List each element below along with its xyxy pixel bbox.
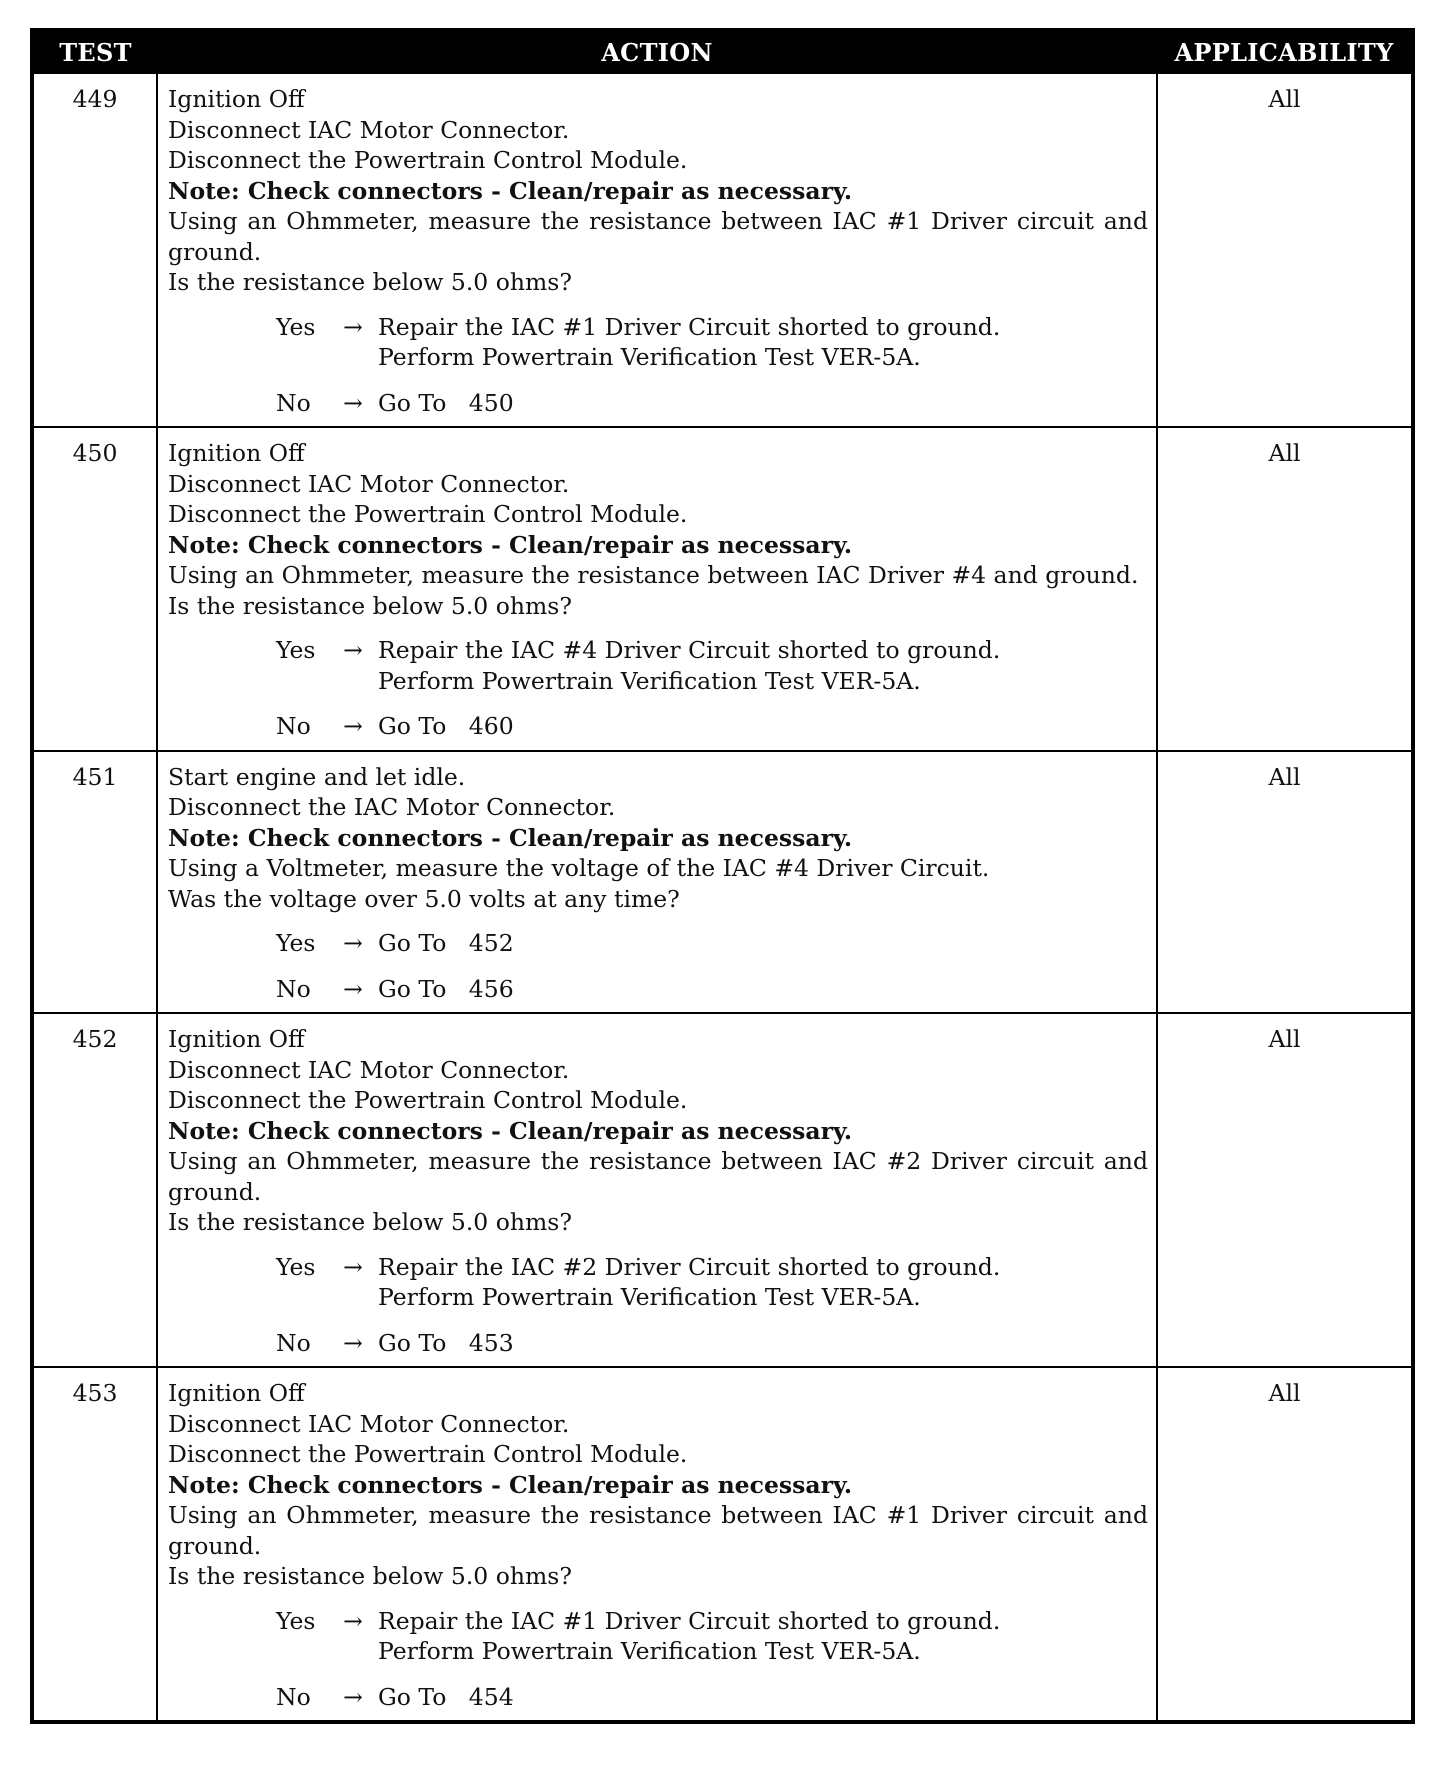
action-step: Disconnect IAC Motor Connector. [168, 1055, 570, 1084]
action-step: Using an Ohmmeter, measure the resistance between IAC Driver #4 and ground. [168, 561, 1139, 589]
table-row [32, 751, 1413, 1014]
table-row [32, 1013, 1413, 1367]
applicability-cell: All [1157, 73, 1413, 427]
yes-outcome [276, 1606, 1148, 1667]
yes-result-line: Repair the IAC #2 Driver Circuit shorted to ground. [378, 1252, 1001, 1281]
no-result: Go To 454 [378, 1682, 514, 1711]
yes-result [378, 635, 1148, 696]
header-action: ACTION [157, 30, 1157, 73]
action-cell [157, 427, 1157, 751]
yes-outcome [276, 928, 1148, 959]
yes-label: Yes [276, 929, 316, 957]
no-result: Go To 453 [378, 1328, 514, 1357]
no-outcome [276, 974, 1148, 1005]
yes-outcome [276, 1252, 1148, 1313]
arrow-icon: → [343, 1682, 363, 1711]
yes-result [378, 312, 1148, 373]
no-outcome [276, 1682, 1148, 1713]
question-step: Was the voltage over 5.0 volts at any time? [168, 884, 680, 913]
no-result: Go To 450 [378, 388, 514, 417]
question-step: Is the resistance below 5.0 ohms? [168, 268, 572, 296]
yes-outcome [276, 312, 1148, 373]
no-label: No [276, 388, 311, 417]
yes-result-line: Go To 452 [378, 929, 514, 957]
action-step: Disconnect IAC Motor Connector. [168, 469, 570, 498]
arrow-icon: → [343, 636, 363, 664]
no-label: No [276, 974, 311, 1003]
action-cell [157, 73, 1157, 427]
yes-label: Yes [276, 1606, 316, 1635]
action-step: Using an Ohmmeter, measure the resistance between IAC #1 Driver circuit and ground. [168, 207, 1148, 266]
action-step: Disconnect the Powertrain Control Module. [168, 1440, 688, 1468]
yes-result-line: Perform Powertrain Verification Test VER-5A. [378, 1637, 921, 1665]
applicability-cell: All [1157, 1367, 1413, 1722]
test-number: 450 [32, 427, 157, 751]
note-step: Note: Check connectors - Clean/repair as necessary. [168, 1470, 853, 1499]
question-step: Is the resistance below 5.0 ohms? [168, 1208, 572, 1236]
applicability-cell: All [1157, 1013, 1413, 1367]
no-label: No [276, 1328, 311, 1357]
yes-result-line: Perform Powertrain Verification Test VER-5A. [378, 1283, 921, 1311]
test-number: 449 [32, 73, 157, 427]
action-cell [157, 751, 1157, 1014]
question-step: Is the resistance below 5.0 ohms? [168, 1562, 572, 1590]
arrow-icon: → [343, 974, 363, 1003]
note-step: Note: Check connectors - Clean/repair as necessary. [168, 1116, 853, 1145]
arrow-icon: → [343, 388, 363, 417]
diagnostic-test-table [30, 28, 1415, 1724]
outcomes [168, 312, 1148, 419]
action-cell [157, 1367, 1157, 1722]
no-result: Go To 456 [378, 974, 514, 1003]
arrow-icon: → [343, 712, 363, 740]
applicability-cell: All [1157, 751, 1413, 1014]
outcomes [168, 928, 1148, 1004]
yes-result [378, 928, 1148, 959]
arrow-icon: → [343, 312, 363, 341]
table-header-row [32, 30, 1413, 73]
applicability-cell: All [1157, 427, 1413, 751]
yes-result-line: Repair the IAC #1 Driver Circuit shorted to ground. [378, 1606, 1001, 1635]
yes-label: Yes [276, 636, 316, 664]
header-applicability: APPLICABILITY [1157, 30, 1413, 73]
action-step: Ignition Off [168, 85, 305, 113]
arrow-icon: → [343, 1606, 363, 1635]
yes-label: Yes [276, 1252, 316, 1281]
note-step: Note: Check connectors - Clean/repair as necessary. [168, 530, 853, 559]
action-step: Disconnect IAC Motor Connector. [168, 1409, 570, 1438]
action-step: Ignition Off [168, 1379, 305, 1407]
header-test: TEST [32, 30, 157, 73]
action-step: Disconnect the Powertrain Control Module. [168, 146, 688, 174]
action-step: Disconnect the Powertrain Control Module. [168, 1086, 688, 1114]
yes-result-line: Repair the IAC #1 Driver Circuit shorted to ground. [378, 312, 1001, 341]
outcomes [168, 635, 1148, 742]
table-row [32, 1367, 1413, 1722]
action-cell [157, 1013, 1157, 1367]
action-step: Using a Voltmeter, measure the voltage of the IAC #4 Driver Circuit. [168, 854, 990, 882]
action-step: Ignition Off [168, 439, 305, 467]
action-step: Using an Ohmmeter, measure the resistance between IAC #2 Driver circuit and ground. [168, 1147, 1148, 1206]
outcomes [168, 1606, 1148, 1713]
no-label: No [276, 1682, 311, 1711]
yes-result [378, 1606, 1148, 1667]
test-number: 452 [32, 1013, 157, 1367]
action-step: Disconnect IAC Motor Connector. [168, 115, 570, 144]
yes-result-line: Perform Powertrain Verification Test VER-5A. [378, 343, 921, 371]
yes-result-line: Repair the IAC #4 Driver Circuit shorted to ground. [378, 636, 1001, 664]
action-step: Ignition Off [168, 1025, 305, 1053]
action-step: Disconnect the Powertrain Control Module. [168, 500, 688, 528]
no-outcome [276, 1328, 1148, 1359]
test-number: 453 [32, 1367, 157, 1722]
test-number: 451 [32, 751, 157, 1014]
no-outcome [276, 388, 1148, 419]
table-row [32, 73, 1413, 427]
outcomes [168, 1252, 1148, 1359]
no-result: Go To 460 [378, 712, 514, 740]
arrow-icon: → [343, 1328, 363, 1357]
action-step: Start engine and let idle. [168, 762, 466, 791]
note-step: Note: Check connectors - Clean/repair as necessary. [168, 823, 853, 852]
note-step: Note: Check connectors - Clean/repair as necessary. [168, 176, 853, 205]
yes-label: Yes [276, 312, 316, 341]
no-label: No [276, 712, 311, 740]
yes-outcome [276, 635, 1148, 696]
arrow-icon: → [343, 929, 363, 957]
action-step: Using an Ohmmeter, measure the resistance between IAC #1 Driver circuit and ground. [168, 1501, 1148, 1560]
no-outcome [276, 711, 1148, 742]
arrow-icon: → [343, 1252, 363, 1281]
table-row [32, 427, 1413, 751]
action-step: Disconnect the IAC Motor Connector. [168, 793, 616, 821]
yes-result [378, 1252, 1148, 1313]
yes-result-line: Perform Powertrain Verification Test VER-5A. [378, 666, 921, 695]
question-step: Is the resistance below 5.0 ohms? [168, 591, 572, 620]
